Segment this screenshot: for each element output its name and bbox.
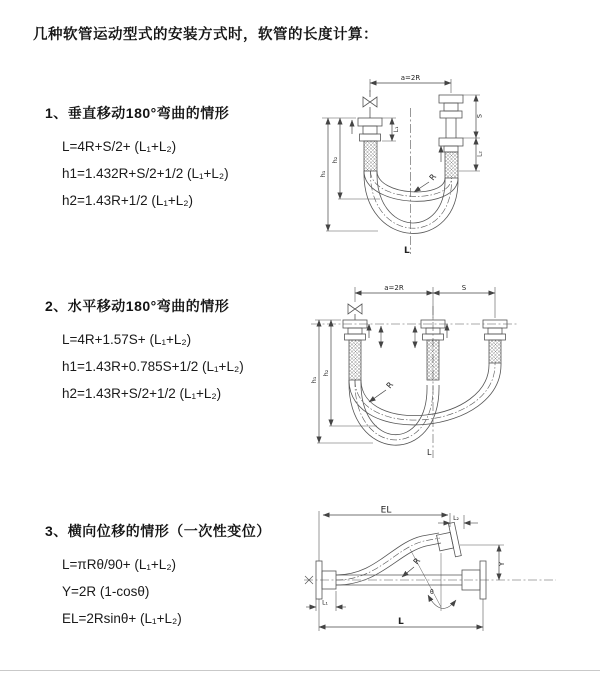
dim-label-a2r: a=2R: [400, 74, 421, 82]
braided-hose-section: [489, 340, 501, 363]
hose-curve: [349, 363, 501, 425]
radius-label: R: [411, 556, 423, 567]
dim-label-l1: L₁: [393, 126, 400, 133]
fixed-pipe-assembly: [358, 118, 382, 171]
dim-label-s: S: [475, 113, 484, 119]
section-horizontal-180: [45, 296, 335, 407]
fixed-pipe-assembly: [343, 320, 367, 380]
section-lateral-displacement: [45, 521, 335, 632]
dim-label-el: EL: [380, 505, 392, 516]
braided-hose-section: [349, 340, 361, 380]
diagram-lateral-displacement: [298, 503, 563, 643]
dim-label-l2: L₂: [453, 515, 459, 522]
formula-length: L=πRθ/90+ (L₁+L₂): [62, 557, 177, 572]
diagram-vertical-180-drawing: [308, 68, 523, 263]
hose-curve: [364, 171, 458, 233]
formula-h2: h2=1.43R+1/2 (L₁+L₂): [62, 193, 194, 208]
section-vertical-180: [45, 103, 335, 214]
formula-length: L=4R+1.57S+ (L₁+L₂): [62, 332, 192, 347]
dim-label-s: S: [461, 284, 467, 292]
diagram-horizontal-180-drawing: [303, 278, 538, 463]
dim-label-h1: h₁: [319, 170, 327, 178]
diagram-horizontal-180: [303, 278, 538, 463]
moving-pipe-position-2: [483, 320, 507, 363]
formula-h1: h1=1.43R+0.785S+1/2 (L₁+L₂): [62, 359, 244, 374]
valve-icon: [348, 304, 362, 320]
dim-label-h2: h₂: [331, 156, 339, 164]
formula-h2: h2=1.43R+S/2+1/2 (L₁+L₂): [62, 386, 222, 401]
length-label: L: [427, 448, 432, 457]
formula-y: Y=2R (1-cosθ): [62, 584, 150, 599]
page-title: 几种软管运动型式的安装方式时，软管的长度计算：: [33, 27, 378, 43]
braided-hose-section: [364, 141, 377, 171]
theta-arc: [428, 595, 456, 608]
tilted-flange: [435, 522, 462, 559]
dim-label-h1: h₁: [310, 376, 318, 384]
diagram-lateral-drawing: [298, 503, 563, 643]
length-label: L: [404, 246, 410, 256]
radius-label: R: [427, 172, 439, 183]
section-3-heading: 3、横向位移的情形（一次性变位）: [45, 523, 271, 539]
formula-h1: h1=1.432R+S/2+1/2 (L₁+L₂): [62, 166, 229, 181]
dim-label-l2: L₂: [476, 151, 484, 157]
section-1-heading: 1、垂直移动180°弯曲的情形: [45, 105, 230, 121]
page-edge-divider: [0, 670, 600, 671]
dim-label-y: Y: [498, 561, 506, 567]
dim-label-a2r: a=2R: [384, 284, 404, 292]
diagram-vertical-180: [308, 68, 523, 263]
braided-hose-section: [445, 152, 458, 178]
dim-label-h2: h₂: [322, 369, 330, 377]
section-2-heading: 2、水平移动180°弯曲的情形: [45, 298, 230, 314]
radius-label: R: [384, 380, 396, 391]
valve-icon: [363, 90, 377, 118]
theta-label: θ: [430, 589, 434, 596]
formula-el: EL=2Rsinθ+ (L₁+L₂): [62, 611, 182, 626]
moving-pipe-assembly: [439, 95, 463, 178]
formula-length: L=4R+S/2+ (L₁+L₂): [62, 139, 177, 154]
length-label: L: [398, 617, 404, 627]
dim-label-l1: L₁: [322, 599, 328, 607]
